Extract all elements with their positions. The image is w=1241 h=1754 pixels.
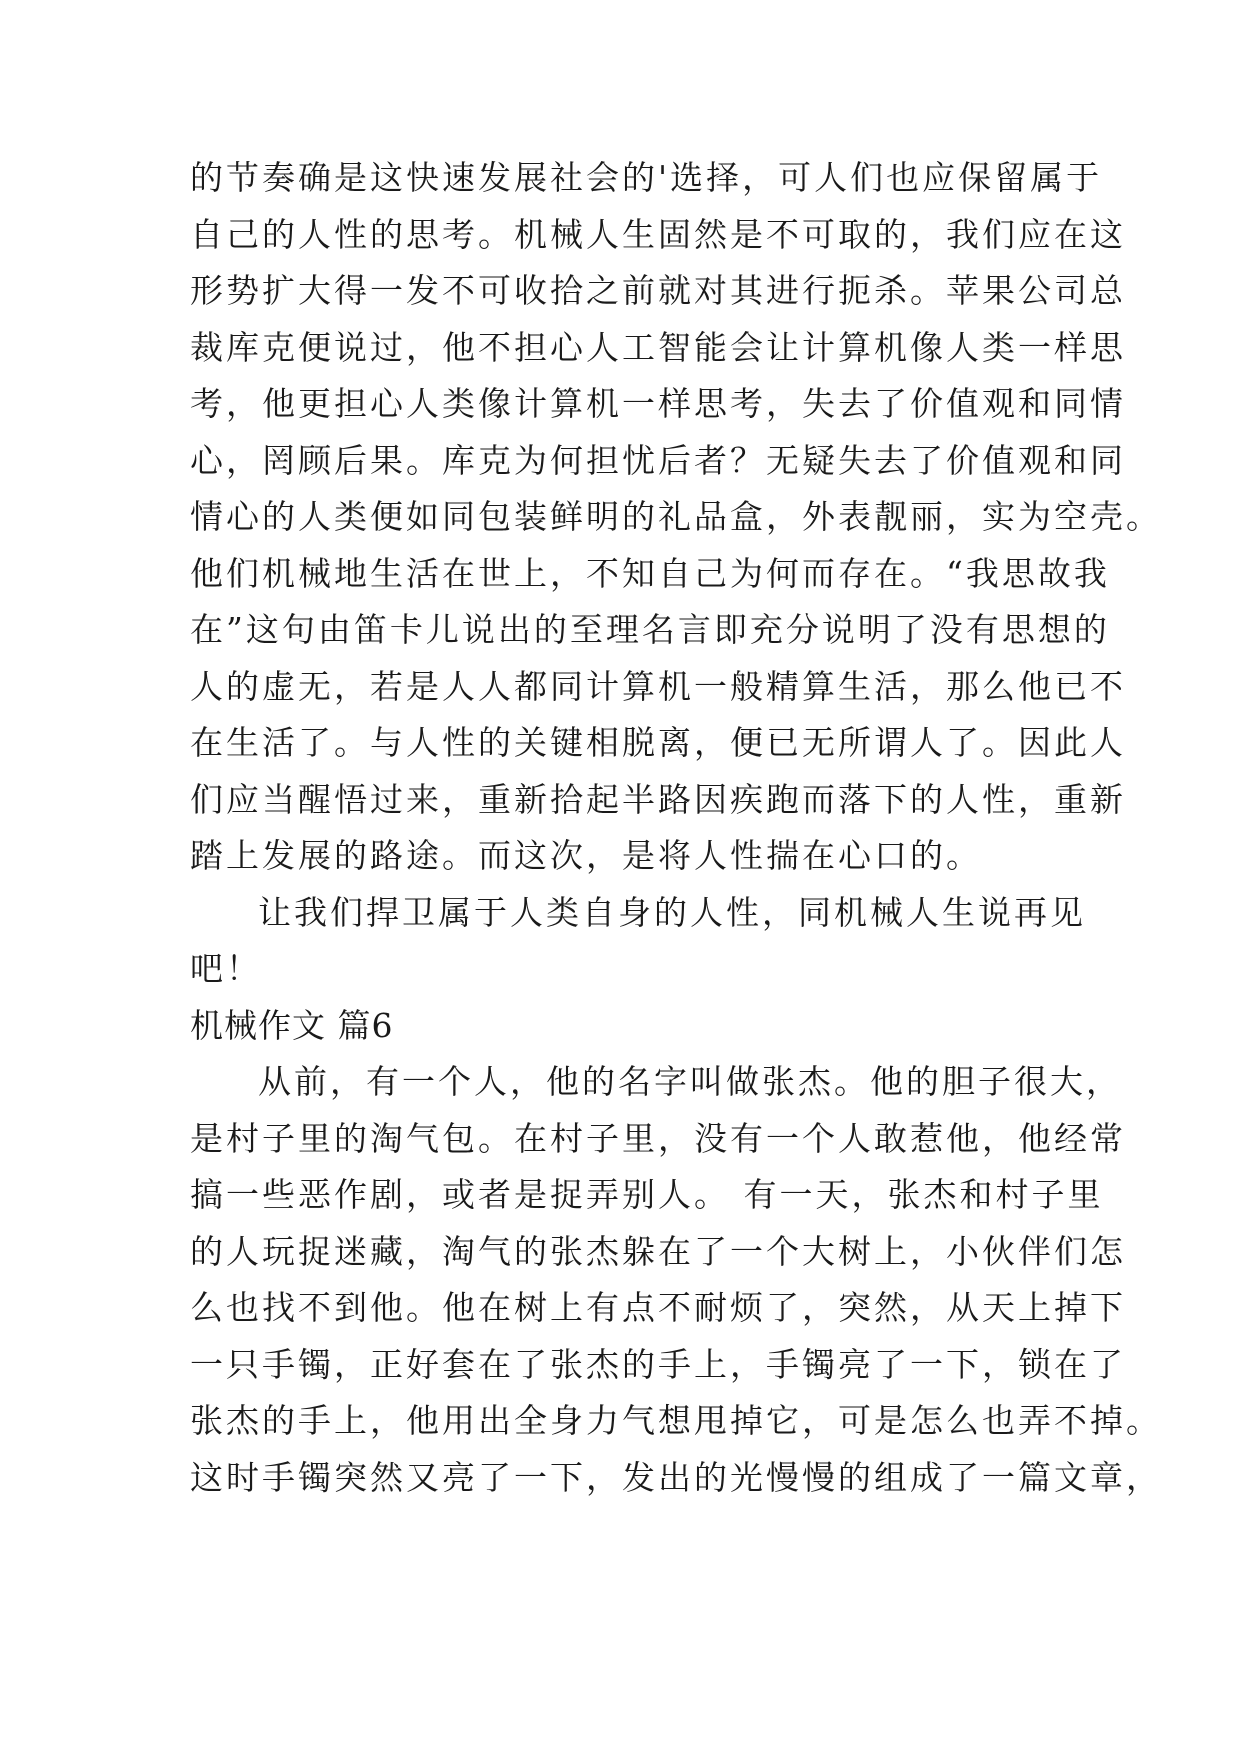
paragraph-1-line-4: 裁库克便说过，他不担心人工智能会让计算机像人类一样思	[190, 328, 1126, 367]
paragraph-1-line-3: 形势扩大得一发不可收拾之前就对其进行扼杀。苹果公司总	[190, 271, 1126, 310]
paragraph-3-line-5: 么也找不到他。他在树上有点不耐烦了，突然，从天上掉下	[190, 1288, 1126, 1327]
paragraph-1-line-11: 在生活了。与人性的关键相脱离，便已无所谓人了。因此人	[190, 723, 1126, 762]
paragraph-3-line-7: 张杰的手上，他用出全身力气想甩掉它，可是怎么也弄不掉。	[190, 1401, 1162, 1440]
paragraph-1-line-1: 的节奏确是这快速发展社会的'选择，可人们也应保留属于	[190, 158, 1103, 197]
paragraph-3-line-4: 的人玩捉迷藏，淘气的张杰躲在了一个大树上，小伙伴们怎	[190, 1232, 1126, 1271]
paragraph-1-line-6: 心，罔顾后果。库克为何担忧后者？无疑失去了价值观和同	[190, 441, 1126, 480]
paragraph-1-line-10: 人的虚无，若是人人都同计算机一般精算生活，那么他已不	[190, 667, 1126, 706]
paragraph-1-line-12: 们应当醒悟过来，重新拾起半路因疾跑而落下的人性，重新	[190, 780, 1126, 819]
paragraph-1-line-8: 他们机械地生活在世上，不知自己为何而存在。“我思故我	[190, 554, 1110, 593]
section-heading: 机械作文 篇6	[190, 1006, 394, 1045]
paragraph-1-line-5: 考，他更担心人类像计算机一样思考，失去了价值观和同情	[190, 384, 1126, 423]
paragraph-3-line-2: 是村子里的淘气包。在村子里，没有一个人敢惹他，他经常	[190, 1119, 1126, 1158]
paragraph-3-line-3: 搞一些恶作剧，或者是捉弄别人。 有一天，张杰和村子里	[190, 1175, 1104, 1214]
paragraph-1-line-7: 情心的人类便如同包装鲜明的礼品盒，外表靓丽，实为空壳。	[190, 497, 1162, 536]
paragraph-1-line-2: 自己的人性的思考。机械人生固然是不可取的，我们应在这	[190, 215, 1126, 254]
paragraph-3-line-8: 这时手镯突然又亮了一下，发出的光慢慢的组成了一篇文章，	[190, 1458, 1162, 1497]
paragraph-3-line-6: 一只手镯，正好套在了张杰的手上，手镯亮了一下，锁在了	[190, 1345, 1126, 1384]
paragraph-3-line-1: 从前，有一个人，他的名字叫做张杰。他的胆子很大，	[258, 1062, 1122, 1101]
paragraph-2-line-1: 让我们捍卫属于人类自身的人性，同机械人生说再见	[258, 893, 1086, 932]
paragraph-2-line-2: 吧！	[190, 949, 262, 988]
paragraph-1-line-9: 在”这句由笛卡儿说出的至理名言即充分说明了没有思想的	[190, 610, 1110, 649]
paragraph-1-line-13: 踏上发展的路途。而这次，是将人性揣在心口的。	[190, 836, 982, 875]
